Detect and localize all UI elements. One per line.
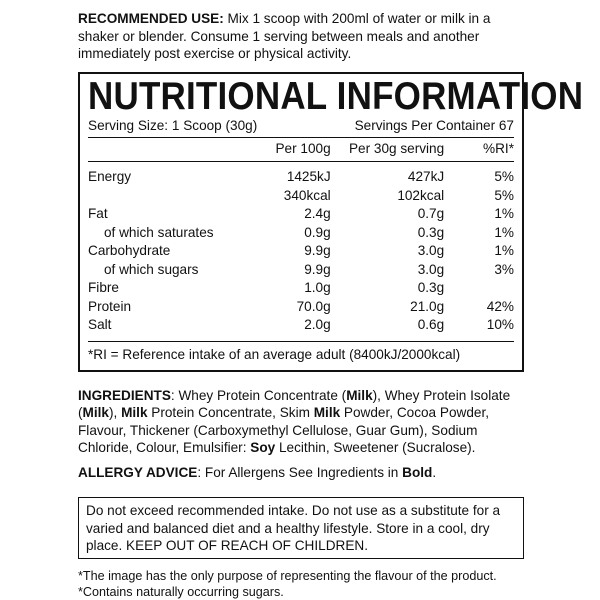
ingredients-segment: Lecithin, Sweetener (Sucralose).: [275, 440, 476, 455]
nutrition-row: [88, 205, 514, 224]
footnotes: [78, 568, 528, 600]
value-ri: 1%: [494, 206, 514, 221]
ri-note: *RI = Reference intake of an average adult (8400kJ/2000kcal): [88, 341, 514, 364]
nutrient-name: of which sugars: [104, 261, 199, 277]
value-per-30g: 102kcal: [397, 187, 445, 203]
value-per-30g: 0.7g: [417, 206, 445, 221]
warning-box: Do not exceed recommended intake. Do not use as a substitute for a varied and balanced diet and a healthy lifestyle. Store in a cool, dry place. KEEP OUT OF REACH OF CHILDREN.: [78, 497, 524, 559]
allergen-word: Milk: [346, 387, 373, 403]
nutrition-row: [88, 316, 514, 335]
allergen-word: Milk: [82, 405, 109, 420]
nutrient-name: Energy: [88, 169, 132, 184]
nutrient-name: Fibre: [88, 280, 119, 295]
allergy-text: : For Allergens See Ingredients in: [197, 464, 403, 480]
allergy-end: .: [432, 464, 437, 480]
nutrition-row: [88, 298, 514, 317]
nutrient-name: Protein: [88, 298, 132, 314]
value-per-30g: 427kJ: [407, 169, 445, 184]
recommended-use-label: RECOMMENDED USE:: [78, 11, 224, 26]
value-ri: 1%: [494, 224, 514, 240]
value-ri: 3%: [494, 261, 514, 277]
recommended-use-text: Mix 1 scoop with 200ml of water or milk in a shaker or blender. Consume 1 serving between meals and another immediately post exercise or physical activity.: [78, 11, 491, 61]
ingredients-label: INGREDIENTS: [78, 387, 171, 403]
allergy-advice: [78, 464, 528, 482]
ingredients-segment: ),: [108, 405, 122, 420]
ingredients-segment: : Whey Protein Concentrate (: [170, 387, 347, 403]
value-per-30g: 0.6g: [417, 317, 445, 332]
nutrition-table: [88, 138, 514, 335]
nutrition-row: [88, 261, 514, 280]
allergen-word: Soy: [250, 440, 276, 455]
value-ri: [444, 279, 514, 298]
nutrient-name: Fat: [88, 206, 108, 221]
nutrient-name: [88, 187, 262, 206]
footnote-2: *Contains naturally occurring sugars.: [78, 584, 284, 599]
recommended-use: [78, 10, 528, 63]
header-nutrient: [88, 138, 262, 162]
serving-size: Serving Size: 1 Scoop (30g): [88, 117, 258, 133]
nutrition-title: NUTRITIONAL INFORMATION: [88, 74, 584, 118]
value-per-30g: 0.3g: [417, 280, 445, 295]
value-ri: 1%: [494, 243, 514, 258]
ingredients-segment: ), Whey Protein Isolate (: [78, 387, 511, 420]
header-ri: %RI*: [483, 140, 514, 156]
allergy-bold-word: Bold: [402, 464, 433, 480]
nutrition-panel: [78, 72, 584, 372]
allergen-word: Milk: [313, 405, 341, 420]
value-per-30g: 0.3g: [417, 224, 445, 240]
value-per-30g: 3.0g: [417, 243, 445, 258]
value-per-100g: 2.4g: [304, 206, 331, 221]
allergy-label: ALLERGY ADVICE: [78, 464, 198, 480]
servings-per-container: Servings Per Container 67: [354, 117, 514, 133]
value-per-100g: 340kcal: [283, 187, 331, 203]
value-per-100g: 9.9g: [304, 243, 331, 258]
footnote-1: *The image has the only purpose of representing the flavour of the product.: [78, 568, 497, 583]
ingredients: [78, 387, 528, 457]
value-per-100g: 1425kJ: [286, 169, 331, 184]
value-per-100g: 0.9g: [304, 224, 331, 240]
header-per-100g: Per 100g: [275, 140, 331, 156]
ingredients-segment: Protein Concentrate, Skim: [147, 405, 314, 420]
value-per-100g: 1.0g: [304, 280, 331, 295]
nutrition-rows: [88, 162, 514, 335]
value-per-100g: 70.0g: [296, 298, 331, 314]
nutrition-row: [88, 242, 514, 261]
value-ri: 10%: [486, 317, 514, 332]
product-label: [78, 10, 584, 600]
serving-info: [88, 117, 514, 138]
nutrition-row: [88, 187, 514, 206]
nutrition-table-header: [88, 138, 514, 162]
value-per-100g: 9.9g: [304, 261, 331, 277]
value-per-30g: 3.0g: [417, 261, 445, 277]
nutrient-name: Salt: [88, 317, 112, 332]
nutrient-name: Carbohydrate: [88, 243, 171, 258]
value-per-30g: 21.0g: [410, 298, 445, 314]
value-ri: 5%: [494, 169, 514, 184]
ingredients-segment: Powder, Cocoa Powder, Flavour, Thickener (Carboxymethyl Cellulose, Guar Gum), Sodium Chloride, Colour, Emulsifier:: [78, 405, 490, 455]
value-ri: 5%: [494, 187, 514, 203]
nutrition-row: [88, 162, 514, 187]
allergen-word: Milk: [121, 405, 148, 420]
nutrition-row: [88, 224, 514, 243]
nutrient-name: of which saturates: [104, 224, 214, 240]
value-per-100g: 2.0g: [304, 317, 331, 332]
header-per-30g: Per 30g serving: [348, 140, 445, 156]
value-ri: 42%: [486, 298, 514, 314]
nutrition-row: [88, 279, 514, 298]
